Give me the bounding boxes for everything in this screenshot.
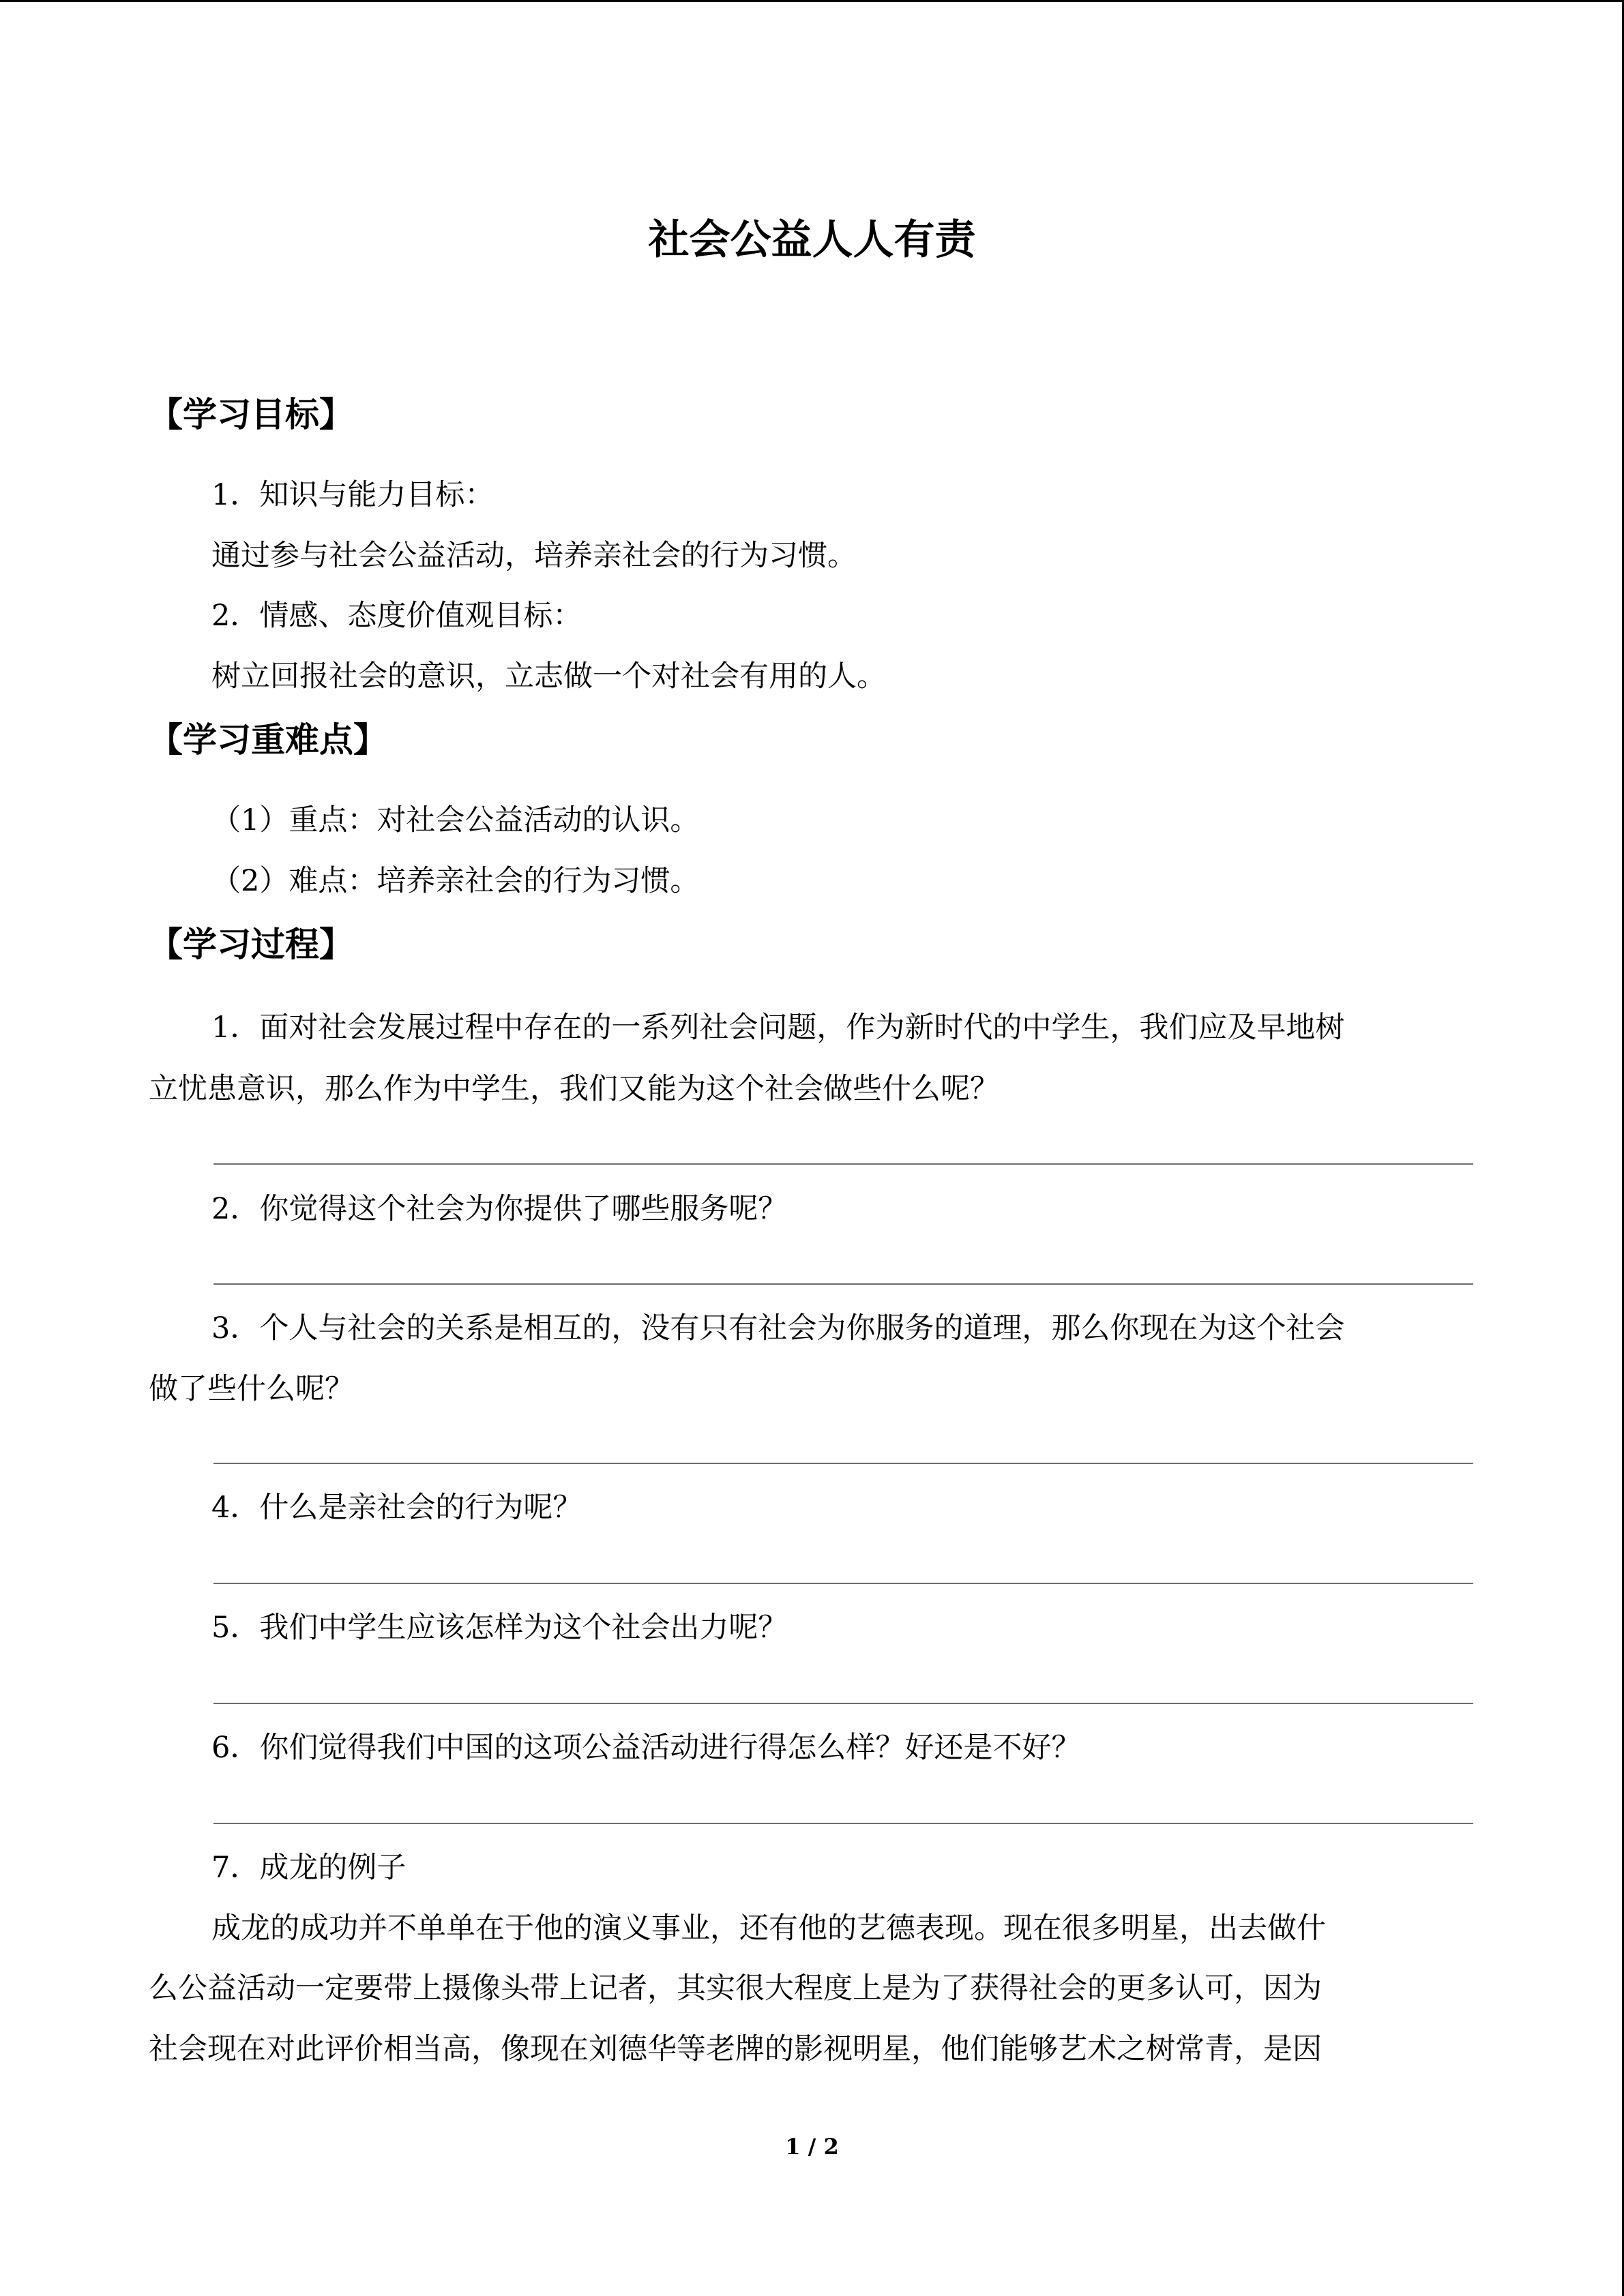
paragraph-line-2: 么公益活动一定要带上摄像头带上记者，其实很大程度上是为了获得社会的更多认可，因为 [149,1971,1322,2006]
section-heading-goals: 【学习目标】 [149,395,353,434]
answer-line-5[interactable] [213,1703,1473,1704]
answer-line-2[interactable] [213,1283,1473,1285]
top-border [0,0,1624,2]
goal-line-4: 树立回报社会的意识，立志做一个对社会有用的人。 [211,659,886,694]
question-4: 4．什么是亲社会的行为呢？ [211,1491,582,1525]
page-title: 社会公益人人有责 [648,216,976,264]
answer-line-1[interactable] [213,1163,1473,1165]
paragraph-line-3: 社会现在对此评价相当高，像现在刘德华等老牌的影视明星，他们能够艺术之树常青，是因 [149,2032,1322,2066]
question-7: 7．成龙的例子 [211,1851,407,1885]
answer-line-3[interactable] [213,1463,1473,1464]
goal-line-2: 通过参与社会公益活动，培养亲社会的行为习惯。 [211,539,857,573]
question-1-line-1: 1．面对社会发展过程中存在的一系列社会问题，作为新时代的中学生，我们应及早地树 [211,1011,1345,1045]
section-heading-keypoints: 【学习重难点】 [149,720,387,760]
question-5: 5．我们中学生应该怎样为这个社会出力呢？ [211,1611,788,1645]
goal-line-1: 1．知识与能力目标： [211,478,494,512]
question-1-line-2: 立忧患意识，那么作为中学生，我们又能为这个社会做些什么呢？ [149,1072,999,1106]
question-2: 2．你觉得这个社会为你提供了哪些服务呢？ [211,1192,788,1226]
question-3-line-2: 做了些什么呢？ [149,1372,354,1406]
answer-line-6[interactable] [213,1823,1473,1824]
answer-line-4[interactable] [213,1583,1473,1584]
section-heading-process: 【学习过程】 [149,925,353,964]
paragraph-line-1: 成龙的成功并不单单在于他的演义事业，还有他的艺德表现。现在很多明星，出去做什 [211,1911,1326,1945]
question-3-line-1: 3．个人与社会的关系是相互的，没有只有社会为你服务的道理，那么你现在为这个社会 [211,1311,1345,1345]
page-number: 1 / 2 [785,2134,839,2160]
keypoint-line-2: （2）难点：培养亲社会的行为习惯。 [211,864,700,898]
question-6: 6．你们觉得我们中国的这项公益活动进行得怎么样？好还是不好？ [211,1731,1081,1765]
goal-line-3: 2．情感、态度价值观目标： [211,599,582,633]
keypoint-line-1: （1）重点：对社会公益活动的认识。 [211,803,700,837]
